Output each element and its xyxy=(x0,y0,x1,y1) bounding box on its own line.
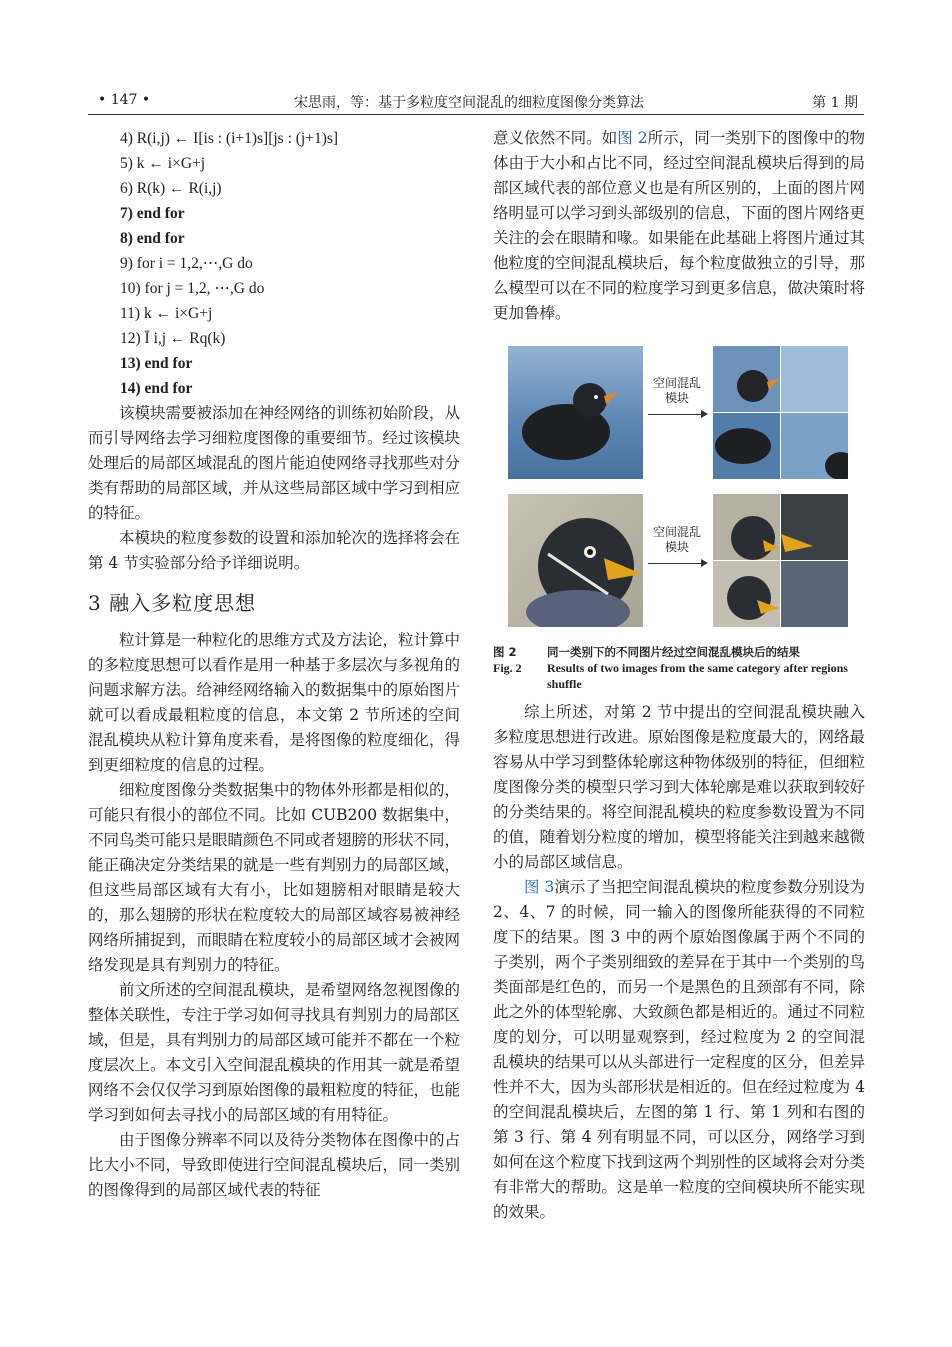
paragraph: 细粒度图像分类数据集中的物体外形都是相似的，可能只有很小的部位不同。比如 CUB200 数据集中，不同鸟类可能只是眼睛颜色不同或者翅膀的形状不同，能正确决定分类结果的就是一些有判别力的局部区域，但这些局部区域有大有小，比如翅膀相对眼睛是较大的，那么翅膀的形状在粒度较大的局部区域容易被神经网络所捕捉到，而眼睛在粒度较小的局部区域才会被网络发现是具有判别力的特征。 xyxy=(88,781,461,974)
algo-line: 8) end for xyxy=(120,230,185,247)
paragraph: 综上所述，对第 2 节中提出的空间混乱模块融入多粒度思想进行改进。原始图像是粒度最大的，网络最容易从中学习到整体轮廓这种物体级别的特征，但细粒度图像分类的模型只学习到大体轮廓是难以获取到较好的分类结果的。将空间混乱模块的粒度参数设置为不同的值，随着划分粒度的增加，模型将能关注到越来越微小的局部区域信息。 xyxy=(493,703,866,871)
figure-2 xyxy=(493,336,865,630)
right-column xyxy=(493,126,865,1225)
arrow-icon xyxy=(648,563,706,564)
bird-photo-original-2 xyxy=(508,494,643,627)
algo-line: 7) end for xyxy=(120,205,185,222)
paragraph: 图 3演示了当把空间混乱模块的粒度参数分别设为 2、4、7 的时候，同一输入的图像所能获得的不同粒度下的结果。图 3 中的两个原始图像属于两个不同的子类别，两个子类别细致的差异在于其中一个类别的鸟类面部是红色的，而另一个是黑色的且颈部有不同，除此之外的体型轮廓、大致颜色都是相近的。通过不同粒度的划分，可以明显观察到，经过粒度为 2 的空间混乱模块的结果可以从头部进行一定程度的区分，但差异性并不大，因为头部形状是相近的。但在经过粒度为 4 的空间混乱模块后，左图的第 1 行、第 1 列和右图的第 3 行、第 4 列有明显不同，可以区分，网络学习到如何在这个粒度下找到这两个判别性的区域将会对分类有非常大的帮助。这是单一粒度的空间模块所不能实现的效果。 xyxy=(493,878,866,1221)
page-number: • 147 • xyxy=(98,92,151,108)
issue-number: 第 1 期 xyxy=(812,95,858,111)
algo-line: 11) k ← i×G+j xyxy=(120,305,213,322)
figure-caption-cn: 图 2 同一类别下的不同图片经过空间混乱模块后的结果 xyxy=(493,645,800,659)
algo-line: 14) end for xyxy=(120,380,193,397)
section-heading: 3 融入多粒度思想 xyxy=(88,591,257,615)
bird-photo-shuffled-1 xyxy=(713,346,848,479)
arrow-label: 空间混乱模块 xyxy=(653,376,702,405)
algo-line: 10) for j = 1,2, ⋯,G do xyxy=(120,280,265,297)
page-header xyxy=(88,88,864,115)
algo-line: 9) for i = 1,2,⋯,G do xyxy=(120,255,253,272)
paragraph: 该模块需要被添加在神经网络的训练初始阶段，从而引导网络去学习细粒度图像的重要细节。经过该模块处理后的局部区域混乱的图片能迫使网络寻找那些对分类有帮助的局部区域，并从这些局部区域中学习到相应的特征。 xyxy=(88,404,461,522)
algo-line: 4) R(i,j) ← I[is : (i+1)s][js : (j+1)s] xyxy=(120,130,339,147)
algo-line: 6) R(k) ← R(i,j) xyxy=(120,180,222,197)
paragraph: 粒计算是一种粒化的思维方式及方法论，粒计算中的多粒度思想可以看作是用一种基于多层次与多视角的问题求解方法。给神经网络输入的数据集中的原始图片就可以看成最粗粒度的信息，本文第 2 节所述的空间混乱模块从粒计算角度来看，是将图像的粒度细化，得到更细粒度的信息的过程。 xyxy=(88,631,461,774)
algo-line: 12) Ī i,j ← Rq(k) xyxy=(120,330,226,347)
bird-photo-shuffled-2 xyxy=(713,494,848,627)
arrow-label: 空间混乱模块 xyxy=(653,525,702,554)
paragraph: 前文所述的空间混乱模块，是希望网络忽视图像的整体关联性，专注于学习如何寻找具有判别力的局部区域，但是，具有判别力的局部区域可能并不都在一个粒度层次上。本文引入空间混乱模块的作用其一就是希望网络不会仅仅学习到原始图像的最粗粒度的特征，也能学习到如何去寻找小的局部区域的有用特征。 xyxy=(88,981,461,1124)
running-title: 宋思雨，等：基于多粒度空间混乱的细粒度图像分类算法 xyxy=(294,95,644,111)
arrow-icon xyxy=(648,414,706,415)
algorithm-listing xyxy=(88,126,460,401)
figure-link[interactable]: 图 2 xyxy=(617,129,648,147)
figure-link[interactable]: 图 3 xyxy=(524,878,555,896)
paragraph: 意义依然不同。如图 2所示，同一类别下的图像中的物体由于大小和占比不同，经过空间混乱模块后得到的局部区域代表的部位意义也是有所区别的，上面的图片网络明显可以学习到头部级别的信息，下面的图片网络更关注的会在眼睛和喙。如果能在此基础上将图片通过其他粒度的空间混乱模块后，每个粒度做独立的引导，那么模型可以在不同的粒度学习到更多信息，做决策时将更加鲁棒。 xyxy=(493,129,866,322)
algo-line: 5) k ← i×G+j xyxy=(120,155,206,172)
bird-photo-original-1 xyxy=(508,346,643,479)
paragraph: 由于图像分辨率不同以及待分类物体在图像中的占比大小不同，导致即使进行空间混乱模块后，同一类别的图像得到的局部区域代表的特征 xyxy=(88,1131,461,1199)
algo-line: 13) end for xyxy=(120,355,193,372)
figure-caption-en: Fig. 2 Results of two images from the same category after regions shuffle xyxy=(493,661,848,691)
left-column xyxy=(88,126,460,1203)
paragraph: 本模块的粒度参数的设置和添加轮次的选择将会在第 4 节实验部分给予详细说明。 xyxy=(88,529,461,572)
